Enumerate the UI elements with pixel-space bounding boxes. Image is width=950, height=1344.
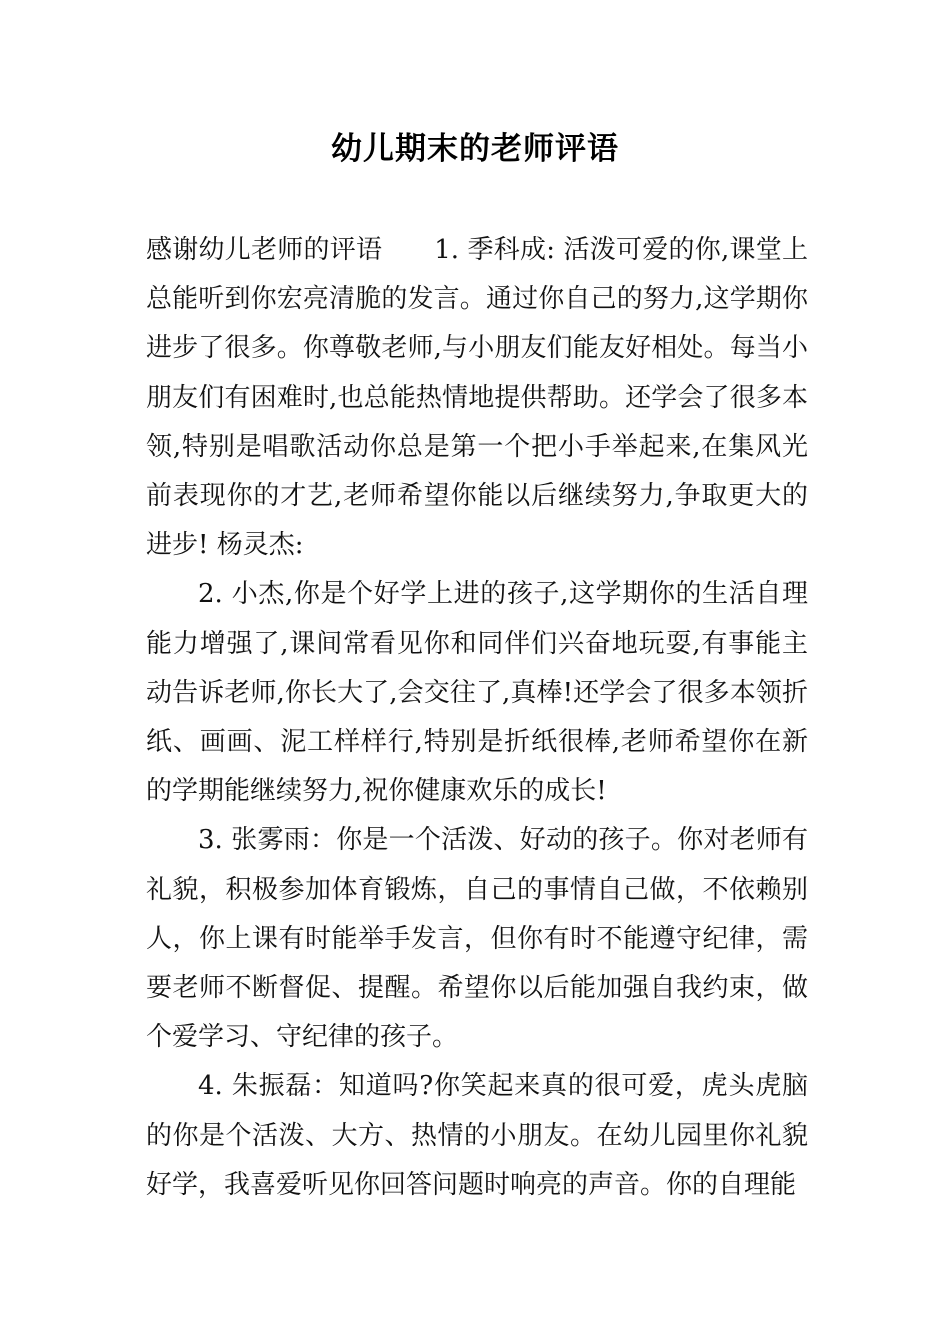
paragraph-1	[146, 226, 808, 570]
intro-label: 感谢幼儿老师的评语	[146, 235, 383, 265]
paragraph-2: 2. 小杰,你是个好学上进的孩子,这学期你的生活自理能力增强了,课间常看见你和同伴们兴奋地玩耍,有事能主动告诉老师,你长大了,会交往了,真棒!还学会了很多本领折纸、画画、泥工样样行,特别是折纸很棒,老师希望你在新的学期能继续努力,祝你健康欢乐的成长!	[146, 579, 808, 807]
paragraph-4: 4. 朱振磊：知道吗?你笑起来真的很可爱，虎头虎脑的你是个活泼、大方、热情的小朋友。在幼儿园里你礼貌好学，我喜爱听见你回答问题时响亮的声音。你的自理能	[146, 1071, 808, 1200]
document-title: 幼儿期末的老师评语	[331, 131, 619, 167]
paragraph-1-text: 1. 季科成: 活泼可爱的你,课堂上总能听到你宏亮清脆的发言。通过你自己的努力,这学期你进步了很多。你尊敬老师,与小朋友们能友好相处。每当小朋友们有困难时,也总能热情地提供帮助。还学会了很多本领,特别是唱歌活动你总是第一个把小手举起来,在集风光前表现你的才艺,老师希望你能以后继续努力,争取更大的进步! 杨灵杰:	[146, 235, 808, 561]
document-body	[146, 226, 808, 1210]
paragraph-3: 3. 张雾雨：你是一个活泼、好动的孩子。你对老师有礼貌，积极参加体育锻炼，自己的事情自己做，不依赖别人，你上课有时能举手发言，但你有时不能遵守纪律，需要老师不断督促、提醒。希望你以后能加强自我约束，做个爱学习、守纪律的孩子。	[146, 825, 808, 1053]
